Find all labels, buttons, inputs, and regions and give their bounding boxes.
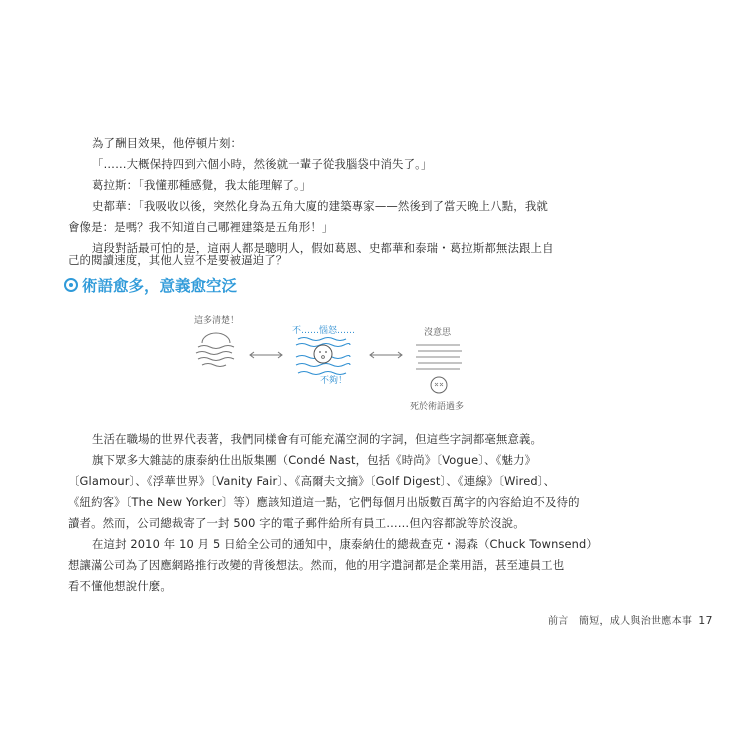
text-line: 《紐約客》〔The New Yorker〕等）應該知道這一點，它們每個月出版數百萬字的內容給迫不及待的: [68, 495, 580, 509]
text-line: 想讓滿公司為了因應網路推行改變的背後想法。然而，他的用字遣詞都是企業用語，甚至連員工也: [68, 558, 565, 572]
section-heading-text: 術語愈多，意義愈空泛: [82, 277, 238, 295]
text-line: 生活在職場的世界代表著，我們同樣會有可能充滿空洞的字詞，但這些字詞都毫無意義。: [92, 432, 543, 446]
right-bottom-caption: 死於術語過多: [410, 402, 465, 412]
text-line: 〔Glamour〕、《浮華世界》〔Vanity Fair〕、《高爾夫文摘》〔Golf Digest〕、《連線》〔Wired〕、: [68, 474, 556, 488]
text-line: 史都華：「我吸收以後，突然化身為五角大廈的建築專家——然後到了當天晚上八點，我就: [92, 199, 548, 213]
center-top-caption: 不……惱怒……: [292, 326, 356, 336]
text-line: 旗下眾多大雜誌的康泰納仕出版集團（Condé Nast，包括《時尚》〔Vogue〕、《魅力》: [92, 453, 537, 467]
center-bottom-caption: 不夠！: [320, 376, 348, 386]
double-arrow-icon: [250, 352, 282, 358]
right-top-caption: 沒意思: [424, 328, 452, 338]
bullet-circle-icon: [64, 278, 78, 292]
sunk-ball-icon: [416, 345, 462, 369]
sun-waves-icon: [196, 333, 234, 367]
text-line: 在這封 2010 年 10 月 5 日給全公司的通知中，康泰納仕的總裁查克・湯森（Chuck Townsend）: [92, 537, 598, 551]
text-line: 「……大概保持四到六個小時，然後就一輩子從我腦袋中消失了。」: [92, 157, 433, 171]
text-line: 葛拉斯：「我懂那種感覺，我太能理解了。」: [92, 178, 312, 192]
sunk-face-icon: [431, 377, 447, 393]
running-footer: 前言 簡短，成人與治世應本事: [548, 616, 693, 627]
text-line: 讀者。然而，公司總裁寄了一封 500 字的電子郵件給所有員工……但內容都說等於沒說。: [68, 516, 525, 530]
ball-face-icon: [314, 345, 332, 363]
illustration: [180, 305, 510, 420]
page-number: 17: [698, 614, 713, 627]
text-line: 己的閱讀速度，其他人豈不是要被逼迫了？: [68, 253, 288, 267]
text-line: 看不懂他想說什麼。: [68, 579, 172, 593]
text-line: 會像是：是嗎？我不知道自己哪裡建築是五角形！」: [68, 220, 334, 234]
text-line: 為了酬目效果，他停頓片刻：: [92, 136, 243, 150]
section-heading: [64, 274, 237, 296]
double-arrow-icon: [370, 352, 402, 358]
text-line: 這段對話最可怕的是，這兩人都是聰明人，假如葛恩、史都華和泰瑞・葛拉斯都無法跟上自: [92, 241, 554, 255]
page-footer: [548, 612, 713, 627]
left-caption: 這多清楚！: [194, 316, 240, 326]
